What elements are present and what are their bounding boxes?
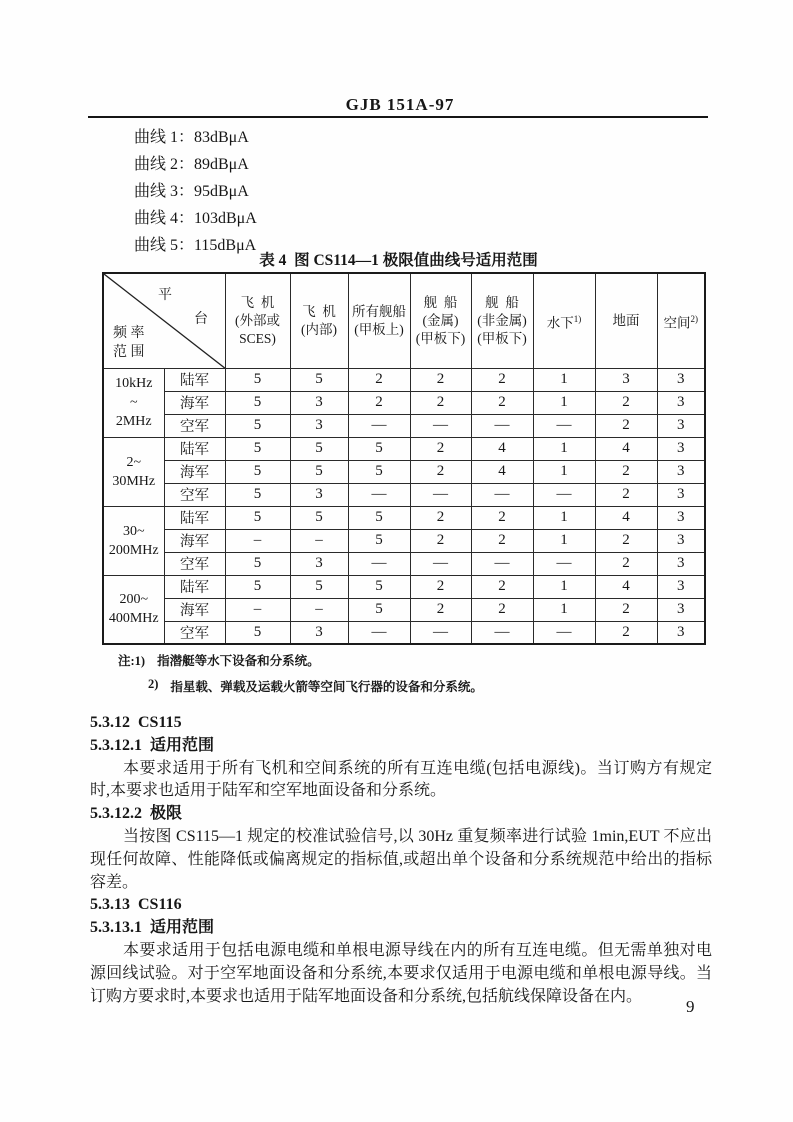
value-cell: 2	[595, 391, 657, 414]
value-cell: 1	[533, 437, 595, 460]
column-header-line: (外部或	[235, 312, 280, 328]
value-cell: 2	[471, 368, 533, 391]
column-header-text: 水下	[546, 315, 574, 330]
note-text: 指潜艇等水下设备和分系统。	[157, 654, 320, 668]
value-cell: –	[225, 529, 290, 552]
frequency-line: 2MHz	[115, 414, 152, 429]
value-cell: 3	[290, 414, 348, 437]
value-cell: 3	[657, 598, 705, 621]
value-cell: 5	[225, 391, 290, 414]
value-cell: 2	[471, 506, 533, 529]
value-cell: 5	[225, 414, 290, 437]
value-cell: 2	[410, 391, 471, 414]
frequency-line: 400MHz	[108, 611, 159, 627]
column-header-line: 飞 机	[240, 294, 275, 310]
value-cell: –	[225, 598, 290, 621]
value-cell: —	[533, 552, 595, 575]
value-cell: 2	[471, 391, 533, 414]
service-cell: 海军	[164, 598, 225, 621]
value-cell: 5	[225, 437, 290, 460]
value-cell: —	[348, 552, 410, 575]
value-cell: 4	[595, 437, 657, 460]
table-row	[103, 575, 705, 598]
service-cell: 陆军	[164, 575, 225, 598]
value-cell: 1	[533, 460, 595, 483]
column-header	[225, 273, 290, 368]
platform-label: 平	[158, 288, 172, 303]
value-cell: —	[533, 414, 595, 437]
value-cell: 2	[348, 368, 410, 391]
value-cell: 2	[410, 460, 471, 483]
value-cell: —	[348, 483, 410, 506]
frequency-line: 200~	[119, 592, 149, 608]
value-cell: 1	[533, 575, 595, 598]
column-header	[290, 273, 348, 368]
value-cell: —	[410, 414, 471, 437]
service-cell: 海军	[164, 460, 225, 483]
header-rule	[88, 116, 708, 118]
value-cell: 4	[595, 506, 657, 529]
service-cell: 陆军	[164, 437, 225, 460]
value-cell: 5	[225, 483, 290, 506]
value-cell: 3	[657, 575, 705, 598]
corner-cell	[103, 273, 225, 368]
value-cell: 3	[657, 621, 705, 644]
value-cell: —	[348, 621, 410, 644]
table-row	[103, 506, 705, 529]
value-cell: 2	[410, 529, 471, 552]
section-heading: 5.3.12.1 适用范围	[90, 736, 215, 754]
value-cell: 3	[657, 437, 705, 460]
column-header-line: 所有舰船	[352, 303, 406, 319]
frequency-cell	[103, 506, 164, 575]
value-cell: 3	[657, 414, 705, 437]
value-cell: 2	[595, 529, 657, 552]
value-cell: —	[533, 483, 595, 506]
table-row	[103, 368, 705, 391]
value-cell: —	[533, 621, 595, 644]
value-cell: 1	[533, 529, 595, 552]
value-cell: 5	[225, 621, 290, 644]
value-cell: 5	[290, 460, 348, 483]
value-cell: 5	[348, 598, 410, 621]
value-cell: 4	[471, 460, 533, 483]
value-cell: 1	[533, 506, 595, 529]
value-cell: 3	[595, 368, 657, 391]
frequency-line: 30MHz	[112, 473, 156, 489]
column-header-line: 舰 船	[423, 294, 458, 310]
footnote-marker: 2)	[690, 313, 698, 324]
column-header	[410, 273, 471, 368]
column-header	[348, 273, 410, 368]
value-cell: 5	[225, 552, 290, 575]
freq-range-label: 频 率	[113, 326, 145, 341]
service-cell: 空军	[164, 483, 225, 506]
sections-block	[90, 712, 712, 1008]
value-cell: 1	[533, 391, 595, 414]
service-cell: 空军	[164, 414, 225, 437]
value-cell: 4	[471, 437, 533, 460]
value-cell: 2	[595, 460, 657, 483]
service-cell: 陆军	[164, 368, 225, 391]
section-heading: 5.3.13.1 适用范围	[90, 919, 215, 937]
value-cell: 2	[471, 575, 533, 598]
note-prefix: 2)	[148, 677, 159, 691]
column-header-text: 空间	[663, 315, 691, 330]
value-cell: 5	[348, 506, 410, 529]
column-header-line	[658, 310, 705, 333]
value-cell: 2	[471, 529, 533, 552]
value-cell: 2	[595, 483, 657, 506]
doc-header-title: GJB 151A-97	[345, 95, 455, 114]
frequency-cell	[103, 575, 164, 644]
section-heading: 5.3.13 CS116	[90, 896, 182, 914]
service-cell: 海军	[164, 529, 225, 552]
value-cell: 2	[410, 506, 471, 529]
value-cell: —	[471, 621, 533, 644]
table-row	[103, 621, 705, 644]
value-cell: 2	[595, 621, 657, 644]
value-cell: 2	[595, 414, 657, 437]
column-header	[595, 273, 657, 368]
service-cell: 空军	[164, 621, 225, 644]
table-row	[103, 483, 705, 506]
value-cell: 5	[290, 437, 348, 460]
table-row	[103, 437, 705, 460]
frequency-line: 30~	[122, 523, 145, 539]
frequency-line: 10kHz	[115, 376, 153, 391]
column-header-line: 飞 机	[302, 303, 336, 319]
value-cell: 2	[595, 598, 657, 621]
section-paragraph: 本要求适用于所有飞机和空间系统的所有互连电缆(包括电源线)。当订购方有规定时,本要求也适用于陆军和空军地面设备和分系统。	[90, 759, 712, 800]
service-cell: 陆军	[164, 506, 225, 529]
freq-range-label: 范 围	[113, 345, 145, 360]
curve-item: 曲线 3：95dBμA	[134, 183, 249, 200]
value-cell: 5	[348, 575, 410, 598]
section-heading: 5.3.12.2 极限	[90, 805, 183, 823]
curve-item: 曲线 5：115dBμA	[134, 237, 257, 254]
column-header	[533, 273, 595, 368]
value-cell: 3	[290, 483, 348, 506]
value-cell: 3	[657, 391, 705, 414]
value-cell: 5	[225, 368, 290, 391]
service-cell: 海军	[164, 391, 225, 414]
value-cell: 5	[225, 460, 290, 483]
note-text: 指星载、弹载及运载火箭等空间飞行器的设备和分系统。	[170, 680, 483, 694]
curve-item: 曲线 4：103dBμA	[134, 210, 257, 227]
value-cell: 5	[348, 529, 410, 552]
value-cell: —	[410, 621, 471, 644]
value-cell: 3	[657, 552, 705, 575]
column-header-line	[534, 310, 595, 333]
value-cell: 5	[348, 437, 410, 460]
curve-item: 曲线 2：89dBμA	[134, 156, 249, 173]
service-cell: 空军	[164, 552, 225, 575]
curve-list	[134, 124, 257, 259]
value-cell: 2	[595, 552, 657, 575]
value-cell: 3	[657, 460, 705, 483]
value-cell: 4	[595, 575, 657, 598]
section-paragraph: 当按图 CS115—1 规定的校准试验信号,以 30Hz 重复频率进行试验 1min,EUT 不应出现任何故障、性能降低或偏离规定的指标值,或超出单个设备和分系统规范中给出的指标容差。	[90, 827, 712, 891]
section-paragraph: 本要求适用于包括电源电缆和单根电源导线在内的所有互连电缆。但无需单独对电源回线试验。对于空军地面设备和分系统,本要求仅适用于电源电缆和单根电源导线。当订购方要求时,本要求也适用于陆军地面设备和分系统,包括航线保障设备在内。	[90, 941, 712, 1005]
column-header-line: (内部)	[301, 321, 337, 337]
page-number: 9	[686, 997, 695, 1016]
value-cell: 1	[533, 598, 595, 621]
value-cell: 5	[348, 460, 410, 483]
table-note	[118, 651, 320, 669]
note-prefix: 注:1)	[118, 654, 146, 668]
table-row	[103, 460, 705, 483]
column-header-line: (金属)	[422, 312, 459, 328]
curve-item: 曲线 1：83dBμA	[134, 129, 249, 146]
value-cell: 5	[225, 506, 290, 529]
value-cell: 2	[348, 391, 410, 414]
value-cell: 3	[290, 621, 348, 644]
table-row	[103, 529, 705, 552]
value-cell: 2	[410, 575, 471, 598]
platform-label: 台	[194, 312, 208, 327]
value-cell: 5	[290, 506, 348, 529]
value-cell: —	[471, 414, 533, 437]
table-row	[103, 391, 705, 414]
value-cell: —	[471, 483, 533, 506]
value-cell: 5	[290, 368, 348, 391]
footnote-marker: 1)	[573, 313, 582, 324]
value-cell: –	[290, 529, 348, 552]
value-cell: 5	[290, 575, 348, 598]
section-heading: 5.3.12 CS115	[90, 714, 182, 731]
frequency-line: ~	[129, 395, 138, 410]
column-header-line: 舰 船	[485, 294, 519, 310]
value-cell: 3	[657, 368, 705, 391]
table-note	[148, 677, 483, 695]
table-title: 表 4 图 CS114—1 极限值曲线号适用范围	[259, 252, 538, 269]
limits-table	[102, 272, 706, 645]
value-cell: 3	[657, 506, 705, 529]
value-cell: 2	[410, 437, 471, 460]
column-header-line: (甲板下)	[477, 330, 527, 346]
frequency-line: 200MHz	[108, 542, 159, 558]
frequency-line: 2~	[126, 454, 142, 470]
column-header	[657, 273, 705, 368]
table-row	[103, 552, 705, 575]
value-cell: 2	[410, 598, 471, 621]
value-cell: 2	[410, 368, 471, 391]
table-row	[103, 598, 705, 621]
frequency-cell	[103, 368, 164, 437]
value-cell: 3	[290, 391, 348, 414]
value-cell: 5	[225, 575, 290, 598]
value-cell: 2	[471, 598, 533, 621]
column-header-line: (非金属)	[477, 312, 527, 328]
value-cell: —	[348, 414, 410, 437]
column-header-line: (甲板下)	[415, 330, 466, 346]
value-cell: —	[471, 552, 533, 575]
value-cell: 1	[533, 368, 595, 391]
value-cell: 3	[290, 552, 348, 575]
value-cell: 3	[657, 483, 705, 506]
table-header-row	[103, 273, 705, 368]
column-header-line: (甲板上)	[354, 321, 404, 337]
value-cell: —	[410, 552, 471, 575]
column-header	[471, 273, 533, 368]
value-cell: —	[410, 483, 471, 506]
value-cell: –	[290, 598, 348, 621]
column-header-line: SCES)	[239, 330, 276, 346]
column-header-line: 地面	[612, 312, 640, 328]
value-cell: 3	[657, 529, 705, 552]
frequency-cell	[103, 437, 164, 506]
table-row	[103, 414, 705, 437]
